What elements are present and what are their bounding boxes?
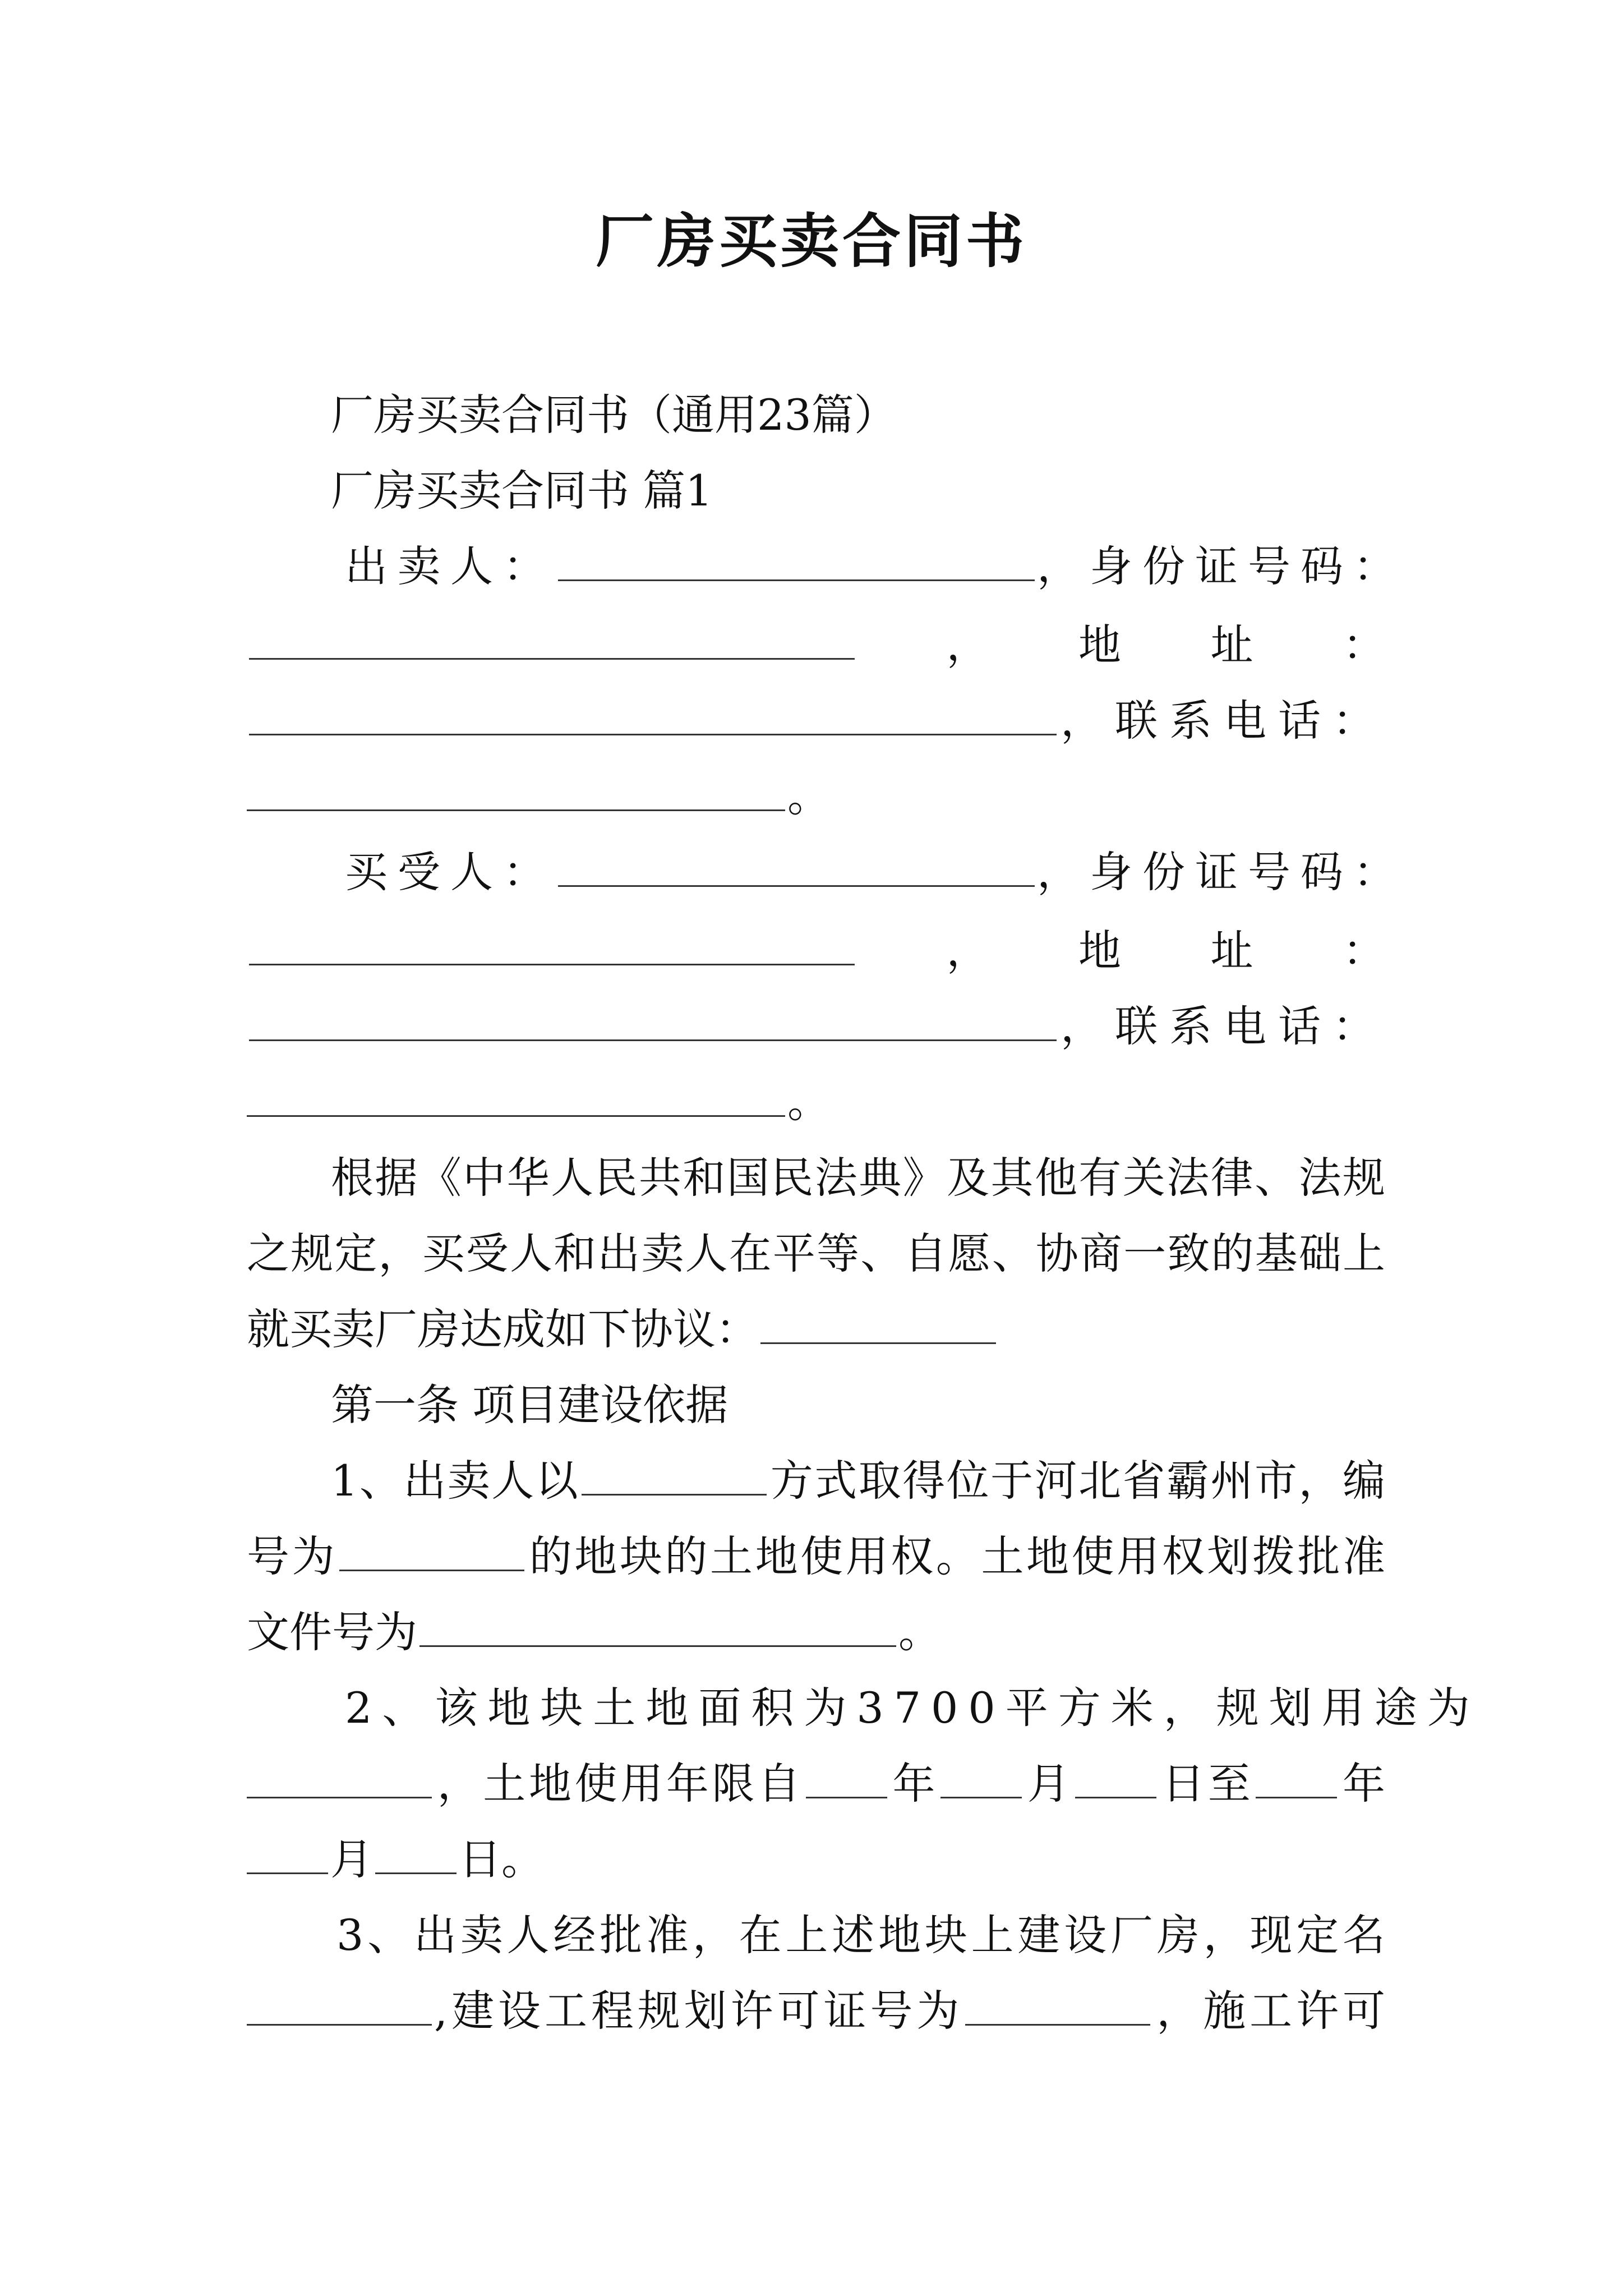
p1-text-e: 文件号为 bbox=[247, 1607, 417, 1657]
buyer-addr-sep: ， bbox=[857, 926, 1078, 976]
buyer-line bbox=[345, 841, 1406, 903]
p3-text-b: ,建设工程规划许可证号为 bbox=[434, 1986, 963, 2036]
buyer-phone-line bbox=[247, 996, 1385, 1057]
seller-phone-line bbox=[247, 690, 1385, 752]
seller-address-line bbox=[247, 614, 1385, 676]
article-1-p1-line-2 bbox=[247, 1526, 1385, 1588]
p2-month-2: 月 bbox=[330, 1834, 373, 1884]
seller-phone-blank bbox=[247, 775, 785, 811]
end-month-blank bbox=[247, 1838, 328, 1874]
planned-use-blank bbox=[247, 1762, 432, 1798]
seller-end: 。 bbox=[787, 771, 830, 821]
preamble-line-3 bbox=[247, 1299, 1385, 1360]
start-day-blank bbox=[1075, 1762, 1156, 1798]
seller-addr-sep: ， bbox=[857, 620, 1078, 670]
planning-permit-blank bbox=[965, 1989, 1150, 2026]
document-title: 厂房买卖合同书 bbox=[595, 206, 1027, 275]
seller-label: 出卖人： bbox=[345, 541, 556, 591]
seller-phone-label: ，联系电话： bbox=[1059, 696, 1385, 746]
p2-day-to: 日至 bbox=[1159, 1759, 1254, 1809]
buyer-addr-colon: ： bbox=[1343, 926, 1385, 976]
article-1-p1-line-1 bbox=[331, 1450, 1385, 1512]
article-1-p2-line-3 bbox=[247, 1829, 1385, 1890]
buyer-address-blank bbox=[249, 1005, 1057, 1041]
buyer-address-line bbox=[247, 920, 1385, 982]
seller-line bbox=[345, 536, 1406, 597]
subtitle: 厂房买卖合同书（通用23篇） bbox=[331, 390, 897, 440]
seller-addr-label-2: 址 bbox=[1210, 620, 1343, 670]
buyer-end: 。 bbox=[787, 1077, 830, 1127]
buyer-id-blank bbox=[249, 929, 855, 965]
buyer-phone-blank bbox=[247, 1080, 785, 1117]
p3-text-c: ，施工许可 bbox=[1152, 1986, 1385, 2036]
buyer-name-blank bbox=[558, 850, 1035, 887]
article-1-p2-line-2 bbox=[247, 1753, 1385, 1815]
acquisition-method-blank bbox=[582, 1459, 767, 1496]
article-1-p1-line-3 bbox=[247, 1602, 1385, 1663]
plot-number-blank bbox=[339, 1535, 524, 1571]
section-heading: 厂房买卖合同书 篇1 bbox=[331, 466, 713, 516]
article-1-heading: 第一条 项目建设依据 bbox=[331, 1380, 728, 1430]
seller-address-blank bbox=[249, 699, 1057, 735]
preamble-line-1: 根据《中华人民共和国民法典》及其他有关法律、法规 bbox=[331, 1153, 1385, 1203]
end-day-blank bbox=[375, 1838, 457, 1874]
end-year-blank bbox=[1256, 1762, 1337, 1798]
p2-year-2: 年 bbox=[1339, 1759, 1386, 1809]
buyer-addr-label-2: 址 bbox=[1210, 926, 1343, 976]
seller-addr-label-1: 地 bbox=[1078, 620, 1211, 670]
buyer-phone-label: ，联系电话： bbox=[1059, 1001, 1385, 1051]
seller-id-blank bbox=[249, 623, 855, 660]
buyer-phone-end-line bbox=[247, 1071, 1385, 1133]
article-1-p2-line-1: 2、该地块土地面积为3700平方米，规划用途为 bbox=[345, 1683, 1480, 1733]
buyer-addr-label-1: 地 bbox=[1078, 926, 1211, 976]
p1-text-a: 1、出卖人以 bbox=[331, 1456, 580, 1506]
p2-text-b: ，土地使用年限自 bbox=[434, 1759, 804, 1809]
p1-text-b: 方式取得位于河北省霸州市，编 bbox=[769, 1456, 1385, 1506]
article-1-p3-line-1: 3、出卖人经批准，在上述地块上建设厂房，现定名 bbox=[336, 1910, 1385, 1960]
agreement-blank bbox=[760, 1308, 996, 1344]
approval-file-number-blank bbox=[419, 1611, 896, 1647]
seller-name-blank bbox=[558, 545, 1035, 581]
p1-text-c: 号为 bbox=[247, 1531, 338, 1581]
buyer-id-label: ，身份证号码： bbox=[1037, 847, 1406, 897]
start-year-blank bbox=[806, 1762, 887, 1798]
buyer-label: 买受人： bbox=[345, 847, 556, 897]
article-1-p3-line-2 bbox=[247, 1980, 1385, 2042]
start-month-blank bbox=[940, 1762, 1022, 1798]
p1-text-d: 的地块的土地使用权。土地使用权划拨批准 bbox=[527, 1531, 1386, 1581]
p2-year: 年 bbox=[889, 1759, 939, 1809]
preamble-text-3: 就买卖厂房达成如下协议： bbox=[247, 1304, 758, 1354]
seller-id-label: ，身份证号码： bbox=[1037, 541, 1406, 591]
p2-day-2: 日。 bbox=[459, 1834, 544, 1884]
p2-month: 月 bbox=[1024, 1759, 1073, 1809]
p1-text-f: 。 bbox=[898, 1607, 941, 1657]
preamble-line-2: 之规定，买受人和出卖人在平等、自愿、协商一致的基础上 bbox=[247, 1228, 1385, 1278]
seller-phone-end-line bbox=[247, 766, 1385, 827]
project-name-blank bbox=[247, 1989, 432, 2026]
seller-addr-colon: ： bbox=[1343, 620, 1385, 670]
